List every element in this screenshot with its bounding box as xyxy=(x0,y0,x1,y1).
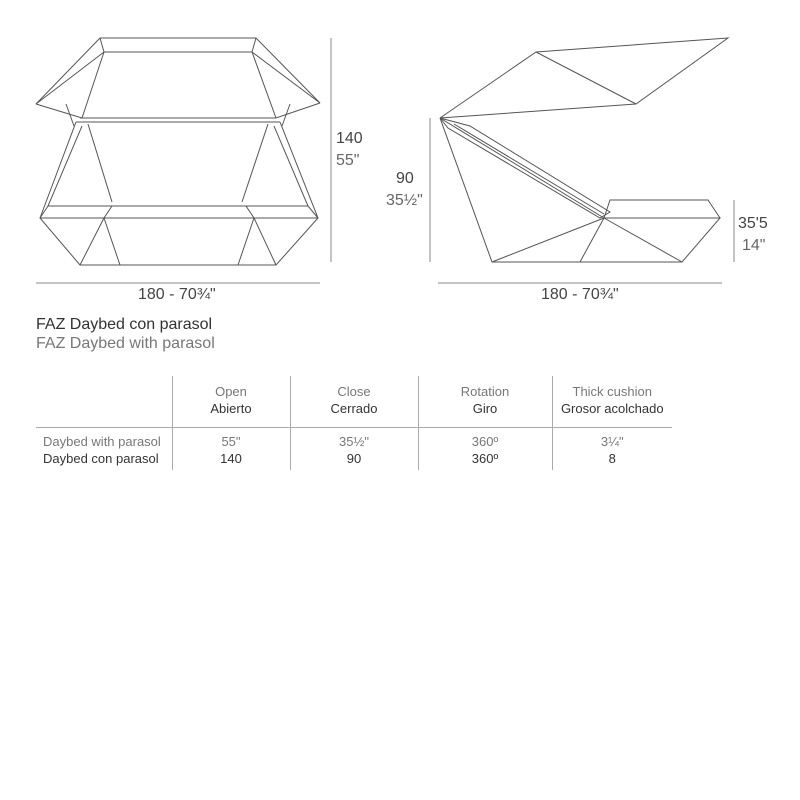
cell-close: 90 xyxy=(290,450,418,470)
front-height-in-label: 55" xyxy=(336,152,360,169)
cell-rotation: 360º xyxy=(418,450,552,470)
spec-header-row xyxy=(36,376,672,428)
front-view-drawing xyxy=(36,38,320,265)
cell-rotation: 360º xyxy=(418,431,552,450)
col-header-close xyxy=(290,376,418,428)
product-title xyxy=(36,315,215,353)
col-header-open-es: Abierto xyxy=(210,401,252,416)
col-header-rotation-en: Rotation xyxy=(460,384,510,399)
col-header-cushion-es: Grosor acolchado xyxy=(560,401,664,416)
col-header-cushion xyxy=(552,376,672,428)
cell-open: 140 xyxy=(172,450,290,470)
title-english: FAZ Daybed with parasol xyxy=(36,335,215,352)
col-header-close-en: Close xyxy=(337,384,371,399)
spec-table xyxy=(36,376,672,470)
table-row xyxy=(36,431,672,450)
technical-drawing xyxy=(0,0,800,300)
front-dimension-lines xyxy=(36,38,331,283)
col-header-open-en: Open xyxy=(215,384,247,399)
row-label: Daybed with parasol xyxy=(43,434,161,449)
spec-header-empty xyxy=(36,376,172,428)
cell-open: 55" xyxy=(172,431,290,450)
side-height-cm-label: 90 xyxy=(396,170,414,187)
row-label: Daybed con parasol xyxy=(43,451,159,466)
side-view-drawing xyxy=(440,38,728,262)
col-header-open xyxy=(172,376,290,428)
cell-close: 35½" xyxy=(290,431,418,450)
col-header-cushion-en: Thick cushion xyxy=(572,384,652,399)
side-height-in-label: 35½" xyxy=(386,192,423,209)
cushion-height-in-label: 14" xyxy=(742,237,766,254)
side-width-label: 180 - 70¾" xyxy=(541,286,619,303)
table-row xyxy=(36,450,672,470)
col-header-rotation xyxy=(418,376,552,428)
cell-cushion: 8 xyxy=(552,450,672,470)
col-header-rotation-es: Giro xyxy=(472,401,498,416)
cushion-height-cm-label: 35'5 xyxy=(738,215,768,232)
front-height-cm-label: 140 xyxy=(336,130,363,147)
col-header-close-es: Cerrado xyxy=(330,401,378,416)
title-spanish: FAZ Daybed con parasol xyxy=(36,316,213,333)
front-width-label: 180 - 70¾" xyxy=(138,286,216,303)
cell-cushion: 3¼" xyxy=(552,431,672,450)
